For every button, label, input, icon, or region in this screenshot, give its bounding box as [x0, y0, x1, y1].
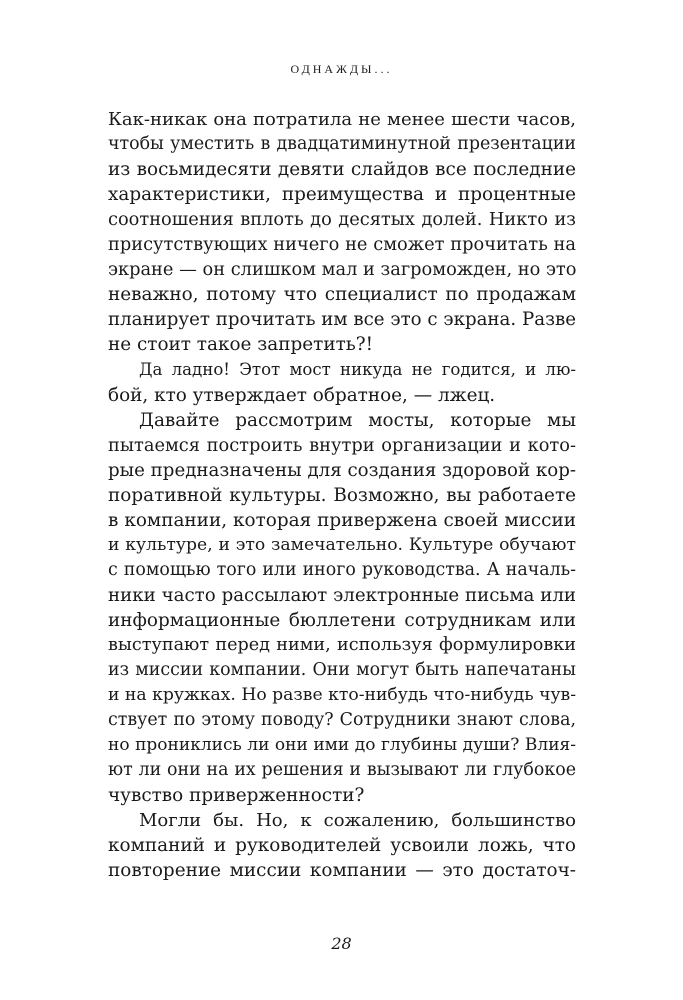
text-line: пытаемся построить внутри организации и кото-: [108, 434, 576, 456]
text-line: рые предназначены для создания здоровой кор-: [108, 459, 576, 481]
text-line: присутствующих ничего не сможет прочитать на: [108, 234, 576, 256]
text-line: информационные бюллетени сотрудникам или: [108, 609, 576, 631]
text-line: бой, кто утверждает обратное, — лжец.: [108, 384, 496, 406]
text-line: компаний и руководителей усвоили ложь, что: [108, 835, 576, 857]
text-line: поративной культуры. Возможно, вы работаете: [108, 484, 576, 506]
text-line: Могли бы. Но, к сожалению, большинство: [139, 810, 576, 832]
text-line: выступают перед ними, используя формулировки: [108, 634, 576, 655]
text-line: из миссии компании. Они могут быть напечатаны: [108, 660, 576, 681]
text-line: и культуре, и это замечательно. Культуре обучают: [108, 534, 576, 555]
text-line: из восьмидесяти девяти слайдов все последние: [108, 159, 576, 181]
page-number: 28: [331, 934, 352, 953]
text-line: неважно, потому что специалист по продажам: [108, 284, 576, 306]
text-line: но прониклись ли они ими до глубины души? Влия-: [108, 735, 576, 756]
body-text: [108, 107, 576, 883]
text-line: планирует прочитать им все это с экрана. Разве: [108, 309, 576, 331]
text-line: Давайте рассмотрим мосты, которые мы: [139, 409, 576, 431]
text-line: характеристики, преимущества и процентные: [108, 184, 576, 206]
text-line: повторение миссии компании — это достаточ-: [108, 860, 576, 882]
text-line: в компании, которая привержена своей миссии: [108, 509, 576, 531]
running-head: ОДНАЖДЫ...: [290, 62, 393, 76]
text-line: чувство приверженности?: [108, 785, 365, 807]
text-line: ют ли они на их решения и вызывают ли глубокое: [108, 760, 576, 781]
text-line: не стоит такое запретить?!: [108, 334, 374, 356]
text-line: с помощью того или иного руководства. А началь-: [108, 559, 576, 580]
text-line: и на кружках. Но разве кто-нибудь что-нибудь чув-: [108, 685, 577, 706]
text-line: Да ладно! Этот мост никуда не годится, и лю-: [139, 360, 576, 380]
text-line: ствует по этому поводу? Сотрудники знают слова,: [108, 710, 576, 731]
text-line: соотношения вплоть до десятых долей. Никто из: [108, 209, 576, 231]
text-line: Как-никак она потратила не менее шести часов,: [108, 109, 576, 130]
text-line: экране — он слишком мал и загроможден, но это: [108, 259, 577, 281]
text-line: ники часто рассылают электронные письма или: [108, 584, 576, 606]
text-line: чтобы уместить в двадцатиминутной презентации: [108, 134, 576, 155]
